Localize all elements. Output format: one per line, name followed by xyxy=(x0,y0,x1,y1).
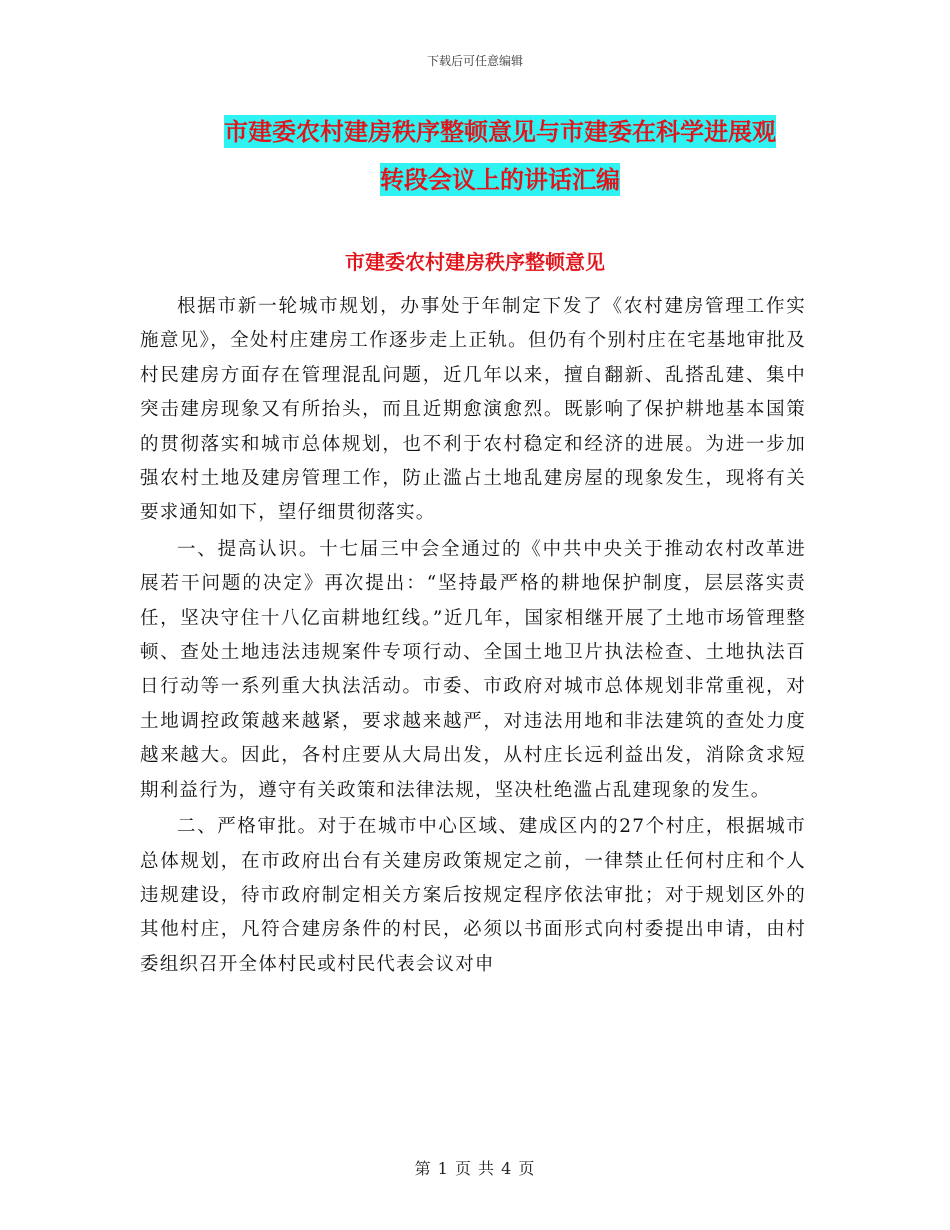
document-title-line-1: 市建委农村建房秩序整顿意见与市建委在科学进展观 xyxy=(224,117,776,146)
document-title-line-2: 转段会议上的讲话汇编 xyxy=(380,165,620,194)
document-title xyxy=(140,108,860,204)
paragraph-intro: 根据市新一轮城市规划，办事处于年制定下发了《农村建房管理工作实施意见》，全处村庄建房工作逐步走上正轨。但仍有个别村庄在宅基地审批及村民建房方面存在管理混乱问题，近几年以来，擅自翻新、乱搭乱建、集中突击建房现象又有所抬头，而且近期愈演愈烈。既影响了保护耕地基本国策的贯彻落实和城市总体规划，也不利于农村稳定和经济的进展。为进一步加强农村土地及建房管理工作，防止滥占土地乱建房屋的现象发生，现将有关要求通知如下，望仔细贯彻落实。 xyxy=(140,296,806,524)
paragraph-raise-awareness: 一、提高认识。十七届三中会全通过的《中共中央关于推动农村改革进展若干问题的决定》再次提出：“坚持最严格的耕地保护制度，层层落实责任，坚决守住十八亿亩耕地红线。”近几年，国家相继开展了土地市场管理整顿、查处土地违法违规案件专项行动、全国土地卫片执法检查、土地执法百日行动等一系列重大执法活动。市委、市政府对城市总体规划非常重视，对土地调控政策越来越紧，要求越来越严，对违法用地和非法建筑的查处力度越来越大。因此，各村庄要从大局出发，从村庄长远利益出发，消除贪求短期利益行为，遵守有关政策和法律法规，坚决杜绝滥占乱建现象的发生。 xyxy=(140,538,806,801)
paragraph-strict-approval: 二、严格审批。对于在城市中心区域、建成区内的27个村庄，根据城市总体规划，在市政府出台有关建房政策规定之前，一律禁止任何村庄和个人违规建设，待市政府制定相关方案后按规定程序依法审批；对于规划区外的其他村庄，凡符合建房条件的村民，必须以书面形式向村委提出申请，由村委组织召开全体村民或村民代表会议对申 xyxy=(140,816,806,975)
page-number-footer: 第 1 页 共 4 页 xyxy=(414,1159,536,1178)
header-note: 下载后可任意编辑 xyxy=(426,54,523,68)
section-title: 市建委农村建房秩序整顿意见 xyxy=(345,250,605,274)
document-body xyxy=(140,290,806,984)
